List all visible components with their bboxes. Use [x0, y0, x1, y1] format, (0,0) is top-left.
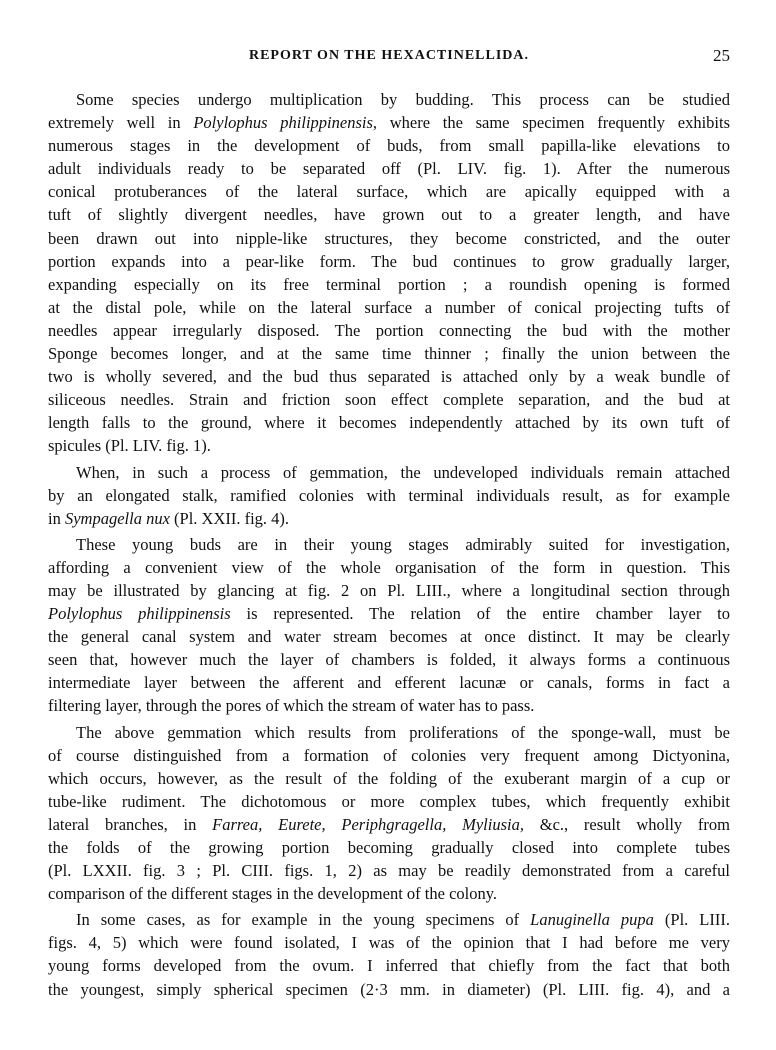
text-run: by an elongated stalk, ramified colonies with terminal individuals result, as for example — [48, 485, 730, 505]
text-line — [48, 434, 730, 457]
text-run: at the distal pole, while on the lateral surface a number of conical projecting tufts of — [48, 297, 730, 317]
text-run: conical protuberances of the lateral surface, which are apically equipped with a — [48, 182, 730, 202]
page — [48, 44, 730, 1004]
text-line — [48, 579, 730, 602]
text-line — [48, 648, 730, 671]
text-run: filtering layer, through the pores of which the stream of water has to pass. — [48, 696, 535, 716]
text-line — [48, 954, 730, 977]
text-run: lateral branches, in — [48, 814, 213, 834]
text-run: in — [48, 508, 65, 528]
text-line — [48, 180, 730, 203]
text-run: portion expands into a pear-like form. The bud continues to grow gradually larger, — [48, 251, 730, 271]
text-run: siliceous needles. Strain and friction soon effect complete separation, and the bud at — [48, 390, 730, 410]
text-line — [48, 273, 730, 296]
text-run: the general canal system and water stream becomes at once distinct. It may be clearly — [48, 627, 730, 647]
text-run: numerous stages in the development of buds, from small papilla-like elevations to — [48, 136, 730, 156]
text-run: tube-like rudiment. The dichotomous or more complex tubes, which frequently exhibit — [48, 791, 730, 811]
text-line — [48, 602, 730, 625]
text-run: the youngest, simply spherical specimen (2·3 mm. in diameter) (Pl. LIII. fig. 4), and a — [48, 979, 730, 999]
text-line — [48, 342, 730, 365]
text-line — [48, 694, 730, 717]
body-text — [48, 88, 730, 1001]
text-run: expanding especially on its free terminal portion ; a roundish opening is formed — [48, 274, 730, 294]
text-run: extremely well in — [48, 113, 194, 133]
text-run: spicules (Pl. LIV. fig. 1). — [48, 436, 211, 456]
text-line — [48, 88, 730, 111]
text-run: needles appear irregularly disposed. The portion connecting the bud with the mother — [48, 320, 730, 340]
text-line — [48, 790, 730, 813]
text-run: Sponge becomes longer, and at the same time thinner ; finally the union between the — [48, 344, 730, 364]
text-run: the folds of the growing portion becoming gradually closed into complete tubes — [48, 838, 730, 857]
text-line — [48, 931, 730, 954]
running-title: REPORT ON THE HEXACTINELLIDA. — [248, 48, 530, 63]
text-line — [48, 721, 730, 744]
text-line — [48, 767, 730, 790]
text-line — [48, 203, 730, 226]
text-run: These young buds are in their young stages admirably suited for investigation, — [76, 534, 730, 554]
text-line — [48, 978, 730, 1001]
text-run: seen that, however much the layer of chambers is folded, it always forms a continuous — [48, 650, 730, 670]
text-line — [48, 671, 730, 694]
text-line — [48, 813, 730, 836]
text-run: affording a convenient view of the whole organisation of the form in question. This — [48, 557, 730, 577]
text-line — [48, 859, 730, 882]
text-line — [48, 533, 730, 556]
text-line — [48, 744, 730, 767]
paragraph — [48, 721, 730, 906]
text-run: two is wholly severed, and the bud thus separated is attached only by a weak bundle of — [48, 367, 730, 387]
italic-taxon-name: Polylophus philippinensis — [193, 113, 373, 133]
text-line — [48, 250, 730, 273]
text-line — [48, 411, 730, 434]
running-header — [48, 44, 730, 74]
text-line — [48, 461, 730, 484]
text-run: is represented. The relation of the entire chamber layer to — [230, 604, 730, 624]
text-line — [48, 556, 730, 579]
text-line — [48, 319, 730, 342]
text-line — [48, 484, 730, 507]
paragraph — [48, 88, 730, 458]
text-run: which occurs, however, as the result of the folding of the exuberant margin of a cup or — [48, 768, 730, 788]
italic-taxon-name: Farrea, Eurete, Periphgragella, Myliusia, — [212, 814, 524, 834]
text-run: length falls to the ground, where it becomes independently attached by its own tuft of — [48, 413, 730, 433]
text-run: of course distinguished from a formation of colonies very frequent among Dictyonina, — [48, 745, 730, 765]
italic-taxon-name: Lanuginella pupa — [530, 910, 654, 930]
paragraph — [48, 461, 730, 530]
text-line — [48, 836, 730, 859]
text-line — [48, 296, 730, 319]
text-line — [48, 908, 730, 931]
text-run: been drawn out into nipple-like structures, they become constricted, and the outer — [48, 228, 730, 248]
text-line — [48, 111, 730, 134]
text-run: (Pl. XXII. fig. 4). — [169, 508, 290, 528]
text-line — [48, 227, 730, 250]
text-run: may be illustrated by glancing at fig. 2 on Pl. LIII., where a longitudinal section through — [48, 580, 730, 600]
text-line — [48, 157, 730, 180]
text-run: young forms developed from the ovum. I inferred that chiefly from the fact that both — [48, 956, 730, 976]
text-run: figs. 4, 5) which were found isolated, I was of the opinion that I had before me very — [48, 933, 730, 953]
text-run: Some species undergo multiplication by budding. This process can be studied — [76, 90, 730, 109]
text-line — [48, 365, 730, 388]
text-run: intermediate layer between the afferent and efferent lacunæ or canals, forms in fact a — [48, 673, 730, 693]
text-line — [48, 882, 730, 905]
text-line — [48, 507, 730, 530]
text-run: , where the same specimen frequently exhibits — [372, 113, 730, 133]
text-run: When, in such a process of gemmation, the undeveloped individuals remain attached — [76, 462, 730, 482]
text-line — [48, 625, 730, 648]
text-run: The above gemmation which results from proliferations of the sponge-wall, must be — [76, 722, 730, 742]
paragraph — [48, 533, 730, 718]
text-run: (Pl. LXXII. fig. 3 ; Pl. CIII. figs. 1, 2) as may be readily demonstrated from a careful — [48, 861, 730, 881]
text-run: &c., result wholly from — [523, 814, 730, 834]
text-run: (Pl. LIII. — [653, 910, 730, 930]
text-line — [48, 388, 730, 411]
paragraph — [48, 908, 730, 1000]
page-number: 25 — [713, 46, 730, 65]
text-run: tuft of slightly divergent needles, have grown out to a greater length, and have — [48, 205, 730, 225]
text-run: adult individuals ready to be separated off (Pl. LIV. fig. 1). After the numerous — [48, 159, 730, 179]
italic-taxon-name: Sympagella nux — [64, 508, 170, 528]
text-run: In some cases, as for example in the young specimens of — [76, 910, 531, 930]
italic-taxon-name: Polylophus philippinensis — [48, 604, 231, 624]
text-run: comparison of the different stages in the development of the colony. — [48, 884, 498, 904]
text-line — [48, 134, 730, 157]
